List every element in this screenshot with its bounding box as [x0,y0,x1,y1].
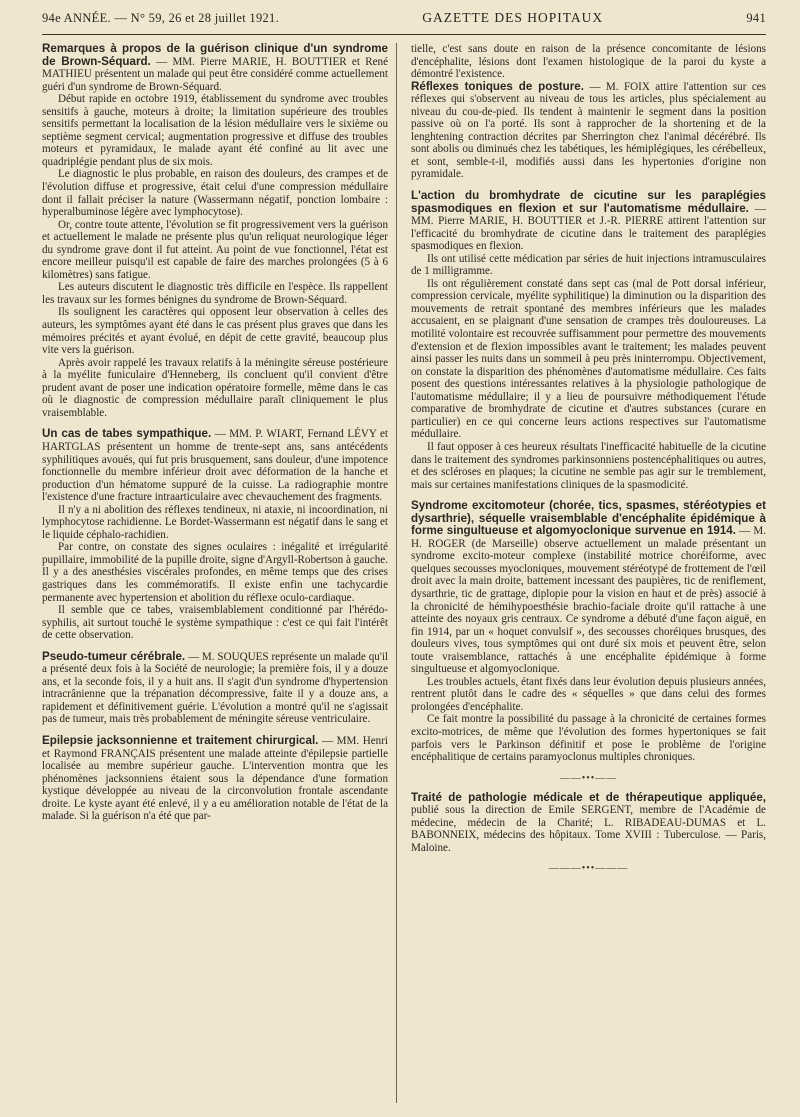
article [411,500,766,763]
paragraph-text: Après avoir rappelé les travaux relatifs à la méningite séreuse postérieure à la myélite funiculaire d'Henneberg, ils concluent qu'il convient d'être prudent avant de poser une indication opératoire formelle, même dans le cas où le diagnostic de compression médullaire paraît cliniquement le plus vraisemblable. [42,356,388,419]
paragraph-text: Ils ont régulièrement constaté dans sept cas (mal de Pott dorsal inférieur, compression cervicale, myélite syphilitique) la diminution ou la disparition des mouvements de retrait spontané des membres inférieurs que les malades accusaient, en se plaignant d'une sensation de crampes très douloureuses. La motilité volontaire est recouvrée suffisamment pour permettre des mouvements d'extension et de flexion impossibles avant le traitement; les malades peuvent ainsi passer les nuits dans un sommeil à peu près ininterrompu. Objectivement, on constate la disparition des phénomènes d'automatisme médullaire. Ces faits posent des questions intéressantes relatives à la physiologie pathologique de l'automatisme médullaire; il y a lieu de poursuivre méthodiquement l'étude comparative de bromhydrate de cicutine et d'autres substances (curare en particulier) en ce qui concerne leurs actions respectives sur l'automatisme médullaire. [411,277,766,441]
article-paragraph [42,219,388,282]
article-paragraph [411,253,766,278]
article-title: Syndrome excitomoteur (chorée, tics, spasmes, stéréotypies et dysarthrie), séquelle vraisemblable d'encéphalite épidémique à forme singultueuse et algomyoclonique survenue en 1914. [411,499,766,538]
paragraph-text: — M. SOUQUES représente un malade qu'il a présenté deux fois à la Société de neurologie; la première fois, il y a douze ans, et la seconde fois, il y a huit ans. Il s'agit d'un syndrome d'hypertension intracrânienne que la trépanation décompressive, faite il y a douze ans, a rapidement et définitivement guérie. L'évolution a montré qu'il ne s'agissait pas de tumeur, mais très probablement de méningite séreuse ventriculaire. [42,650,388,726]
continuation-text: tielle, c'est sans doute en raison de la présence concomitante de lésions d'encéphalite, lésions dont l'examen histologique de la paroi du kyste a démontré l'existence. [411,43,766,81]
paragraph-text: — MM. P. WIART, Fernand LÉVY et HARTGLAS présentent un homme de trente-sept ans, sans antécédents syphilitiques avoués, qui fut pris brusquement, sans douleur, d'une impotence fonctionnelle du membre inférieur droit avec déformation de la hanche et production d'un hématome suppuré de la cuisse. La radiographie montre l'existence d'une fracture intraarticulaire avec chevauchement des fragments. [42,428,388,504]
book-paragraph [411,792,766,855]
article-paragraph [411,278,766,441]
separator: ———•••——— [548,863,629,875]
paragraph-text: Début rapide en octobre 1919, établissement du syndrome avec troubles sensitifs à gauche, moteurs à droite; la limitation supérieure des troubles sensitifs permettant la localisation de la lésion médullaire vers le sixième ou septième segment cervical; augmentation progressive et diffuse des troubles moteurs et pyramidaux, le malade ayant été confiné au lit avec une quadriplégie pendant plus de six mois. [42,93,388,168]
paragraph-text: Il n'y a ni abolition des réflexes tendineux, ni ataxie, ni incoordination, ni lymphocytose rachidienne. Le Bordet-Wassermann est négatif dans le sang et le liquide céphalo-rachidien. [42,503,388,541]
right-articles [411,81,766,764]
article-title: Epilepsie jacksonnienne et traitement chirurgical. [42,733,319,747]
page-number: 941 [746,11,766,25]
paragraph-text: — MM. Henri et Raymond FRANÇAIS présentent une malade atteinte d'épilepsie partielle localisée au membre supérieur gauche. L'intervention montra que les phénomènes jacksonniens étaient sous la dépendance d'une formation kystique développée au niveau de la circonvolution frontale ascendante droite. Le kyste ayant été enlevé, il y a eu amélioration notable de l'état de la malade. Si la guérison n'a été que par- [42,734,388,823]
paragraph-text: — MM. Pierre MARIE, H. BOUTTIER et J.-R. PIERRE attirent l'attention sur l'efficacité du bromhydrate de cicutine dans le traitement des paraplégies spasmodiques en flexion. [411,202,766,253]
columns [42,43,766,1103]
article-paragraph [411,441,766,491]
article-paragraph [42,168,388,218]
article [42,735,388,823]
paragraph-text: — MM. Pierre MARIE, H. BOUTTIER et René MATHIEU présentent un malade qui peut être considéré comme actuellement guéri d'un syndrome de Brown-Séquard. [42,55,389,93]
article-paragraph [42,428,388,503]
paragraph-text: Les auteurs discutent le diagnostic très difficile en l'espèce. Ils rappellent les travaux sur les formes bénignes du syndrome de Brown-Séquard. [42,281,388,306]
article-paragraph [42,735,388,823]
article-paragraph [42,651,388,726]
right-column [411,43,766,1103]
journal-title: GAZETTE DES HOPITAUX [422,10,604,25]
paragraph-text: Il faut opposer à ces heureux résultats l'inefficacité habituelle de la cicutine dans le traitement des syndromes parkinsonniens postencéphalitiques ou autres, et des scléroses en plaques; la cicutine ne semble pas agir sur le tremblement, mais sur certaines manifestations cliniques de la spasmodicité. [411,440,766,491]
paragraph-text: Les troubles actuels, étant fixés dans leur évolution depuis plusieurs années, rentrent plutôt dans le cadre des « séquelles » que dans celui des formes prolongées d'encéphalite. [411,675,766,713]
article [42,428,388,641]
issue-info: 94e ANNÉE. — N° 59, 26 et 28 juillet 1921. [42,11,280,25]
article-title: Réflexes toniques de posture. [411,79,584,93]
paragraph-text: Ils ont utilisé cette médication par séries de huit injections intramusculaires de 1 milligramme. [411,252,766,278]
article-paragraph [42,604,388,642]
article [411,81,766,181]
article-paragraph [411,713,766,763]
book-text: publié sous la direction de Emile SERGENT, membre de l'Académie de médecine, médecin de la Charité; L. RIBADEAU-DUMAS et L. BABONNEIX, médecins des hôpitaux. Tome XVIII : Tuberculose. — Paris, Maloine. [411,804,766,854]
paragraph-text: Ils soulignent les caractères qui opposent leur observation à celles des auteurs, les symptômes ayant été dans le cas présent plus graves que dans les mémoires précités et ayant évolué, en dépit de cette gravité, beaucoup plus vite vers la guérison. [42,306,388,357]
left-column [42,43,397,1103]
article-title: Un cas de tabes sympathique. [42,427,212,441]
paragraph-text: Par contre, on constate des signes oculaires : inégalité et irrégularité pupillaire, immobilité de la pupille droite, signe d'Argyll-Robertson à gauche. Il y a des anesthésies viscérales profondes, en même temps que des crises gastriques dans les commémoratifs. Il existe enfin une tachycardie permanente avec hypertension et abolition du réflexe oculo-cardiaque. [42,541,388,604]
book-notice [411,792,766,855]
article-title: Pseudo-tumeur cérébrale. [42,649,186,663]
article [42,651,388,726]
page-header [42,10,766,32]
paragraph-text: Le diagnostic le plus probable, en raison des douleurs, des crampes et de l'évolution diffuse et progressive, était celui d'une compression médullaire dont il fallait préciser la nature (Wassermann négatif, ponction lombaire : hyperalbuminose légère avec lymphocytose). [42,168,388,219]
paragraph-text: Il semble que ce tabes, vraisemblablement conditionné par l'hérédo-syphilis, ait surtout touché le système sympathique : c'est ce qui fait l'intérêt de cette observation. [42,604,388,642]
article-paragraph [42,504,388,542]
article-paragraph [42,281,388,306]
article-paragraph [42,306,388,356]
article-title: L'action du bromhydrate de cicutine sur les paraplégies spasmodiques en flexion et sur l'automatisme médullaire. [411,189,766,215]
article-paragraph [42,357,388,420]
separator: ——•••—— [559,772,618,784]
article [411,190,766,491]
paragraph-text: — M. FOIX attire l'attention sur ces réflexes qui s'observent au niveau de tous les articles, plus spécialement au niveau du cou-de-pied. Ils tendent à maintenir le segment dans la position passive où on l'a porté. Ils sont à rapprocher de la shortening et de la lenghtening contraction décrites par Sherrington chez l'animal décérébré. Ils sont abolis ou diminués chez les tabétiques, les hémiplégiques, les cérébelleux, et sont, semble-t-il, modifiés aussi dans les hypertonies d'origine non pyramidale. [411,80,766,181]
article-paragraph [411,81,766,181]
article-title: Remarques à propos de la guérison clinique d'un syndrome de Brown-Séquard. [42,42,388,68]
article-paragraph [42,93,388,168]
article-paragraph [411,676,766,714]
article-paragraph [42,541,388,604]
article [42,43,388,419]
header-rule [42,34,766,35]
book-title: Traité de pathologie médicale et de thérapeutique appliquée, [411,790,766,804]
paragraph-text: Ce fait montre la possibilité du passage à la chronicité de certaines formes excito-motrices, de même que l'évolution des formes hypertoniques se fait parfois vers le Parkinson définitif et pose le problème de l'origine encéphalitique de certains paramyoclonus multiples chroniques. [411,713,766,764]
article-paragraph [42,43,388,93]
paragraph-text: — M. H. ROGER (de Marseille) observe actuellement un malade présentant un syndrome excito-moteur complexe (instabilité motrice choréiforme, avec quelques secousses myocloniques, mouvement stéréotypé de frottement de l'œil droit avec la main droite, battement incessant des paupières, tic de reniflement, dysarthrie, tic de grattage, diplopie pour la vision en haut et de près) associé à la chronicité de hémihypoesthésie brachio-faciale droite qu'il rattache à une atteinte des noyaux gris centraux. Ce syndrome a débuté d'une façon aiguë, en fin 1914, par un « hoquet convulsif », des secousses choréiques brusques, des douleurs vives, tous symptômes qui ont duré six mois et peuvent être, selon toute vraisemblance, rattachés à une encéphalite épidémique à forme singultueuse et algomyoclonique. [411,525,766,676]
paragraph-text: Or, contre toute attente, l'évolution se fit progressivement vers la guérison et actuellement le malade ne présente plus qu'un reliquat neurologique léger du syndrome grave dont il fut atteint. Au point de vue fonctionnel, l'état est encore meilleur puisqu'il est capable de faire des marches prolongées (5 à 6 kilomètres) sans fatigue. [42,218,388,281]
article-paragraph [411,500,766,676]
article-paragraph [411,190,766,253]
